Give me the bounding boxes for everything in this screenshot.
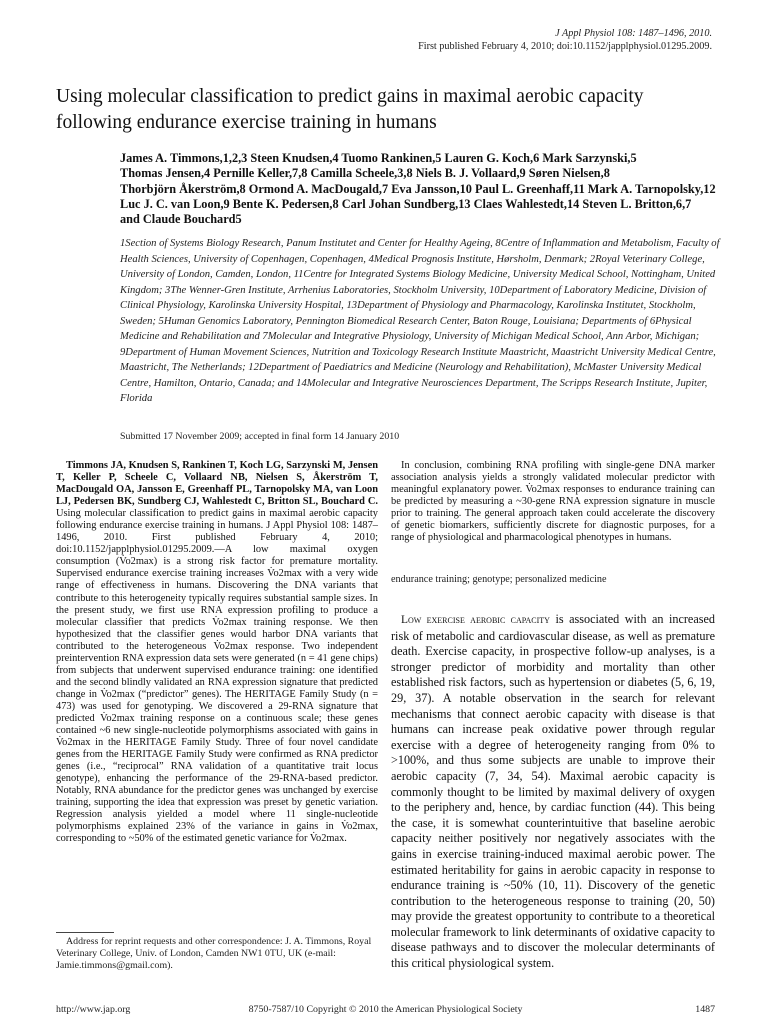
author-name: Ormond A. MacDougald,7 <box>248 181 389 196</box>
running-head <box>418 27 712 53</box>
published-doi-line: First published February 4, 2010; doi:10.1152/japplphysiol.01295.2009. <box>418 41 712 52</box>
author-name: Mark A. Tarnopolsky,12 <box>587 181 716 196</box>
footnote-divider <box>56 932 114 933</box>
introduction-paragraph <box>391 612 715 972</box>
affiliations: 1Section of Systems Biology Research, Panum Institutet and Center for Healthy Ageing, 8Centre of Inflammation and Metabolism, Faculty of Health Sciences, University of Copenhagen, Copenhagen, 4Medical Prognosis Institute, Hørsholm, Denmark; 2Royal Veterinary College, University of London, Camden, London, 11Centre for Integrated Systems Biology Medicine, University Medical School, Nottingham, United Kingdom; 3The Wenner-Gren Institute, Arrhenius Laboratories, Stockholm University, 10Department of Laboratory Medicine, Division of Clinical Physiology, Karolinska University Hospital, 13Department of Physiology and Pharmacology, Karolinska Institutet, Stockholm, Sweden; 5Human Genomics Laboratory, Pennington Biomedical Research Center, Baton Rouge, Louisiana; Departments of 6Physical Medicine and Rehabilitation and 7Molecular and Integrative Physiology, University of Michigan Medical School, Ann Arbor, Michigan; 9Department of Human Movement Sciences, Nutrition and Toxicology Research Institute Maastricht, Maastricht University Medical Centre, Maastricht, The Netherlands; 12Department of Paediatrics and Medicine (Neurology and Rehabilitation), McMaster University Medical Centre, Hamilton, Ontario, Canada; and 14Molecular and Integrative Neurosciences Department, The Scripps Research Institute, Jupiter, Florida <box>120 238 720 404</box>
author-name: James A. Timmons,1,2,3 <box>120 151 248 165</box>
abstract-citation: Timmons JA, Knudsen S, Rankinen T, Koch LG, Sarzynski M, Jensen T, Keller P, Scheele C, Vollaard NB, Nielsen S, Åkerström T, MacDougald OA, Jansson E, Greenhaff PL, Tarnopolsky MA, van Loon LJ, Pedersen BK, Sundberg CJ, Wahlestedt C, Britton SL, Bouchard C. <box>56 460 378 508</box>
author-name: Carl Johan Sundberg,13 <box>341 196 471 211</box>
author-name: Steven L. Britton,6,7 <box>582 196 692 211</box>
introduction-lead: Low exercise aerobic capacity <box>401 614 550 626</box>
author-name: Søren Nielsen,8 <box>528 166 610 181</box>
correspondence-footnote: Address for reprint requests and other correspondence: J. A. Timmons, Royal Veterinary College, Univ. of London, Camden NW1 0TU, UK (e-mail: Jamie.timmons@gmail.com). <box>56 936 372 971</box>
author-name: Niels B. J. Vollaard,9 <box>415 166 526 181</box>
author-name: Mark Sarzynski,5 <box>542 151 637 165</box>
author-name: Claes Wahlestedt,14 <box>473 196 580 211</box>
author-name: and Claude Bouchard5 <box>120 212 242 227</box>
author-name: Thorbjörn Åkerström,8 <box>120 181 246 196</box>
author-list <box>120 151 720 227</box>
author-name: Steen Knudsen,4 <box>250 151 339 165</box>
submission-dates: Submitted 17 November 2009; accepted in final form 14 January 2010 <box>120 431 400 442</box>
author-name: Bente K. Pedersen,8 <box>232 196 339 211</box>
author-name: Pernille Keller,7,8 <box>213 166 308 181</box>
page-footer <box>56 1004 715 1018</box>
page-number: 1487 <box>695 1004 715 1015</box>
introduction-body: is associated with an increased risk of metabolic and cardiovascular disease, as well as premature death. Exercise capacity, in prospective follow-up analyses, is a stronger predictor of morbidity and mortality than other established risk factors, such as hypertension or diabetes (5, 6, 19, 29, 37). A notable observation in the search for relevant mechanisms that connect aerobic capacity with disease is that humans can increase peak oxidative power through regular exercise with a degree of heterogeneity ranging from 0% to >100%, and thus some subjects are unable to improve their aerobic capacity (7, 34, 54). Maximal aerobic capacity is commonly thought to be limited by maximal delivery of oxygen to the periphery and, hence, by cardiac function (44). This being the case, it is somewhat counterintuitive that baseline aerobic capacity neither positively nor negatively associates with the gains in exercise training-induced maximal aerobic power. The estimated heritability for gains in aerobic capacity in response to endurance training is ~50% (10, 11). Discovery of the genetic contribution to the heterogeneous response to training (20, 50) may provide the greatest opportunity to contribute to a theoretical molecular framework to link determinants of oxidative capacity to disease pathways and to discover the molecular determinants of this critical physiological system. <box>391 612 715 971</box>
abstract-conclusion: In conclusion, combining RNA profiling with single-gene DNA marker association analysis yields a strongly validated molecular predictor with meaningful explanatory power. V̇o2max responses to endurance training can be predicted by measuring a ~30-gene RNA expression signature in muscle prior to training. The general approach taken could accelerate the discovery of genetic biomarkers, sufficiently discrete for diagnostic purposes, for a range of physiological and pharmacological phenotypes in humans. <box>391 460 715 544</box>
abstract-body: Using molecular classification to predict gains in maximal aerobic capacity following endurance exercise training in humans. J Appl Physiol 108: 1487–1496, 2010. First published February 4, 2010; doi:10.1152/japplphysiol.01295.2009.—A low maximal oxygen consumption (V̇o2max) is a strong risk factor for premature mortality. Supervised endurance exercise training increases V̇o2max with a very wide range of effectiveness in humans. Discovering the DNA variants that contribute to this heterogeneity typically requires substantial sample sizes. In the present study, we first use RNA expression profiling to produce a molecular classifier that predicts V̇o2max training response. We then hypothesized that the classifier genes would harbor DNA variants that contributed to the heterogeneous V̇o2max response. Two independent preintervention RNA expression data sets were generated (n = 41 gene chips) from subjects that underwent supervised endurance training: one identified and the second blindly validated an RNA expression signature that predicted change in V̇o2max (“predictor” genes). The HERITAGE Family Study (n = 473) was used for genotyping. We discovered a 29-RNA signature that predicted V̇o2max training response on a continuous scale; these genes contained ~6 new single-nucleotide polymorphisms associated with gains in V̇o2max in the HERITAGE Family Study. Three of four novel candidate genes from the HERITAGE Family Study were confirmed as RNA predictor genes (i.e., “reciprocal” RNA validation of a quantitative trait locus genotype), enhancing the performance of the 29-RNA-based predictor. Notably, RNA abundance for the predictor genes was unchanged by exercise training, supporting the idea that expression was preset by genetic variation. Regression analysis yielded a model where 11 single-nucleotide polymorphisms explained 23% of the variance in gains in V̇o2max, corresponding to ~50% of the estimated genetic variance for V̇o2max. <box>56 508 378 845</box>
article-title: Using molecular classification to predict gains in maximal aerobic capacity following endurance exercise training in humans <box>56 86 644 133</box>
journal-url: http://www.jap.org <box>56 1004 131 1015</box>
author-name: Camilla Scheele,3,8 <box>310 166 413 181</box>
abstract-citation-paragraph <box>56 460 378 846</box>
author-name: Tuomo Rankinen,5 <box>341 151 442 165</box>
journal-citation-line: J Appl Physiol 108: 1487–1496, 2010. <box>555 28 712 39</box>
author-name: Paul L. Greenhaff,11 <box>474 181 585 196</box>
author-name: Luc J. C. van Loon,9 <box>120 196 230 211</box>
keywords: endurance training; genotype; personalized medicine <box>391 574 607 585</box>
author-name: Thomas Jensen,4 <box>120 166 211 181</box>
copyright-notice: 8750-7587/10 Copyright © 2010 the American Physiological Society <box>248 1004 523 1015</box>
author-name: Eva Jansson,10 <box>391 181 472 196</box>
author-name: Lauren G. Koch,6 <box>444 151 540 165</box>
